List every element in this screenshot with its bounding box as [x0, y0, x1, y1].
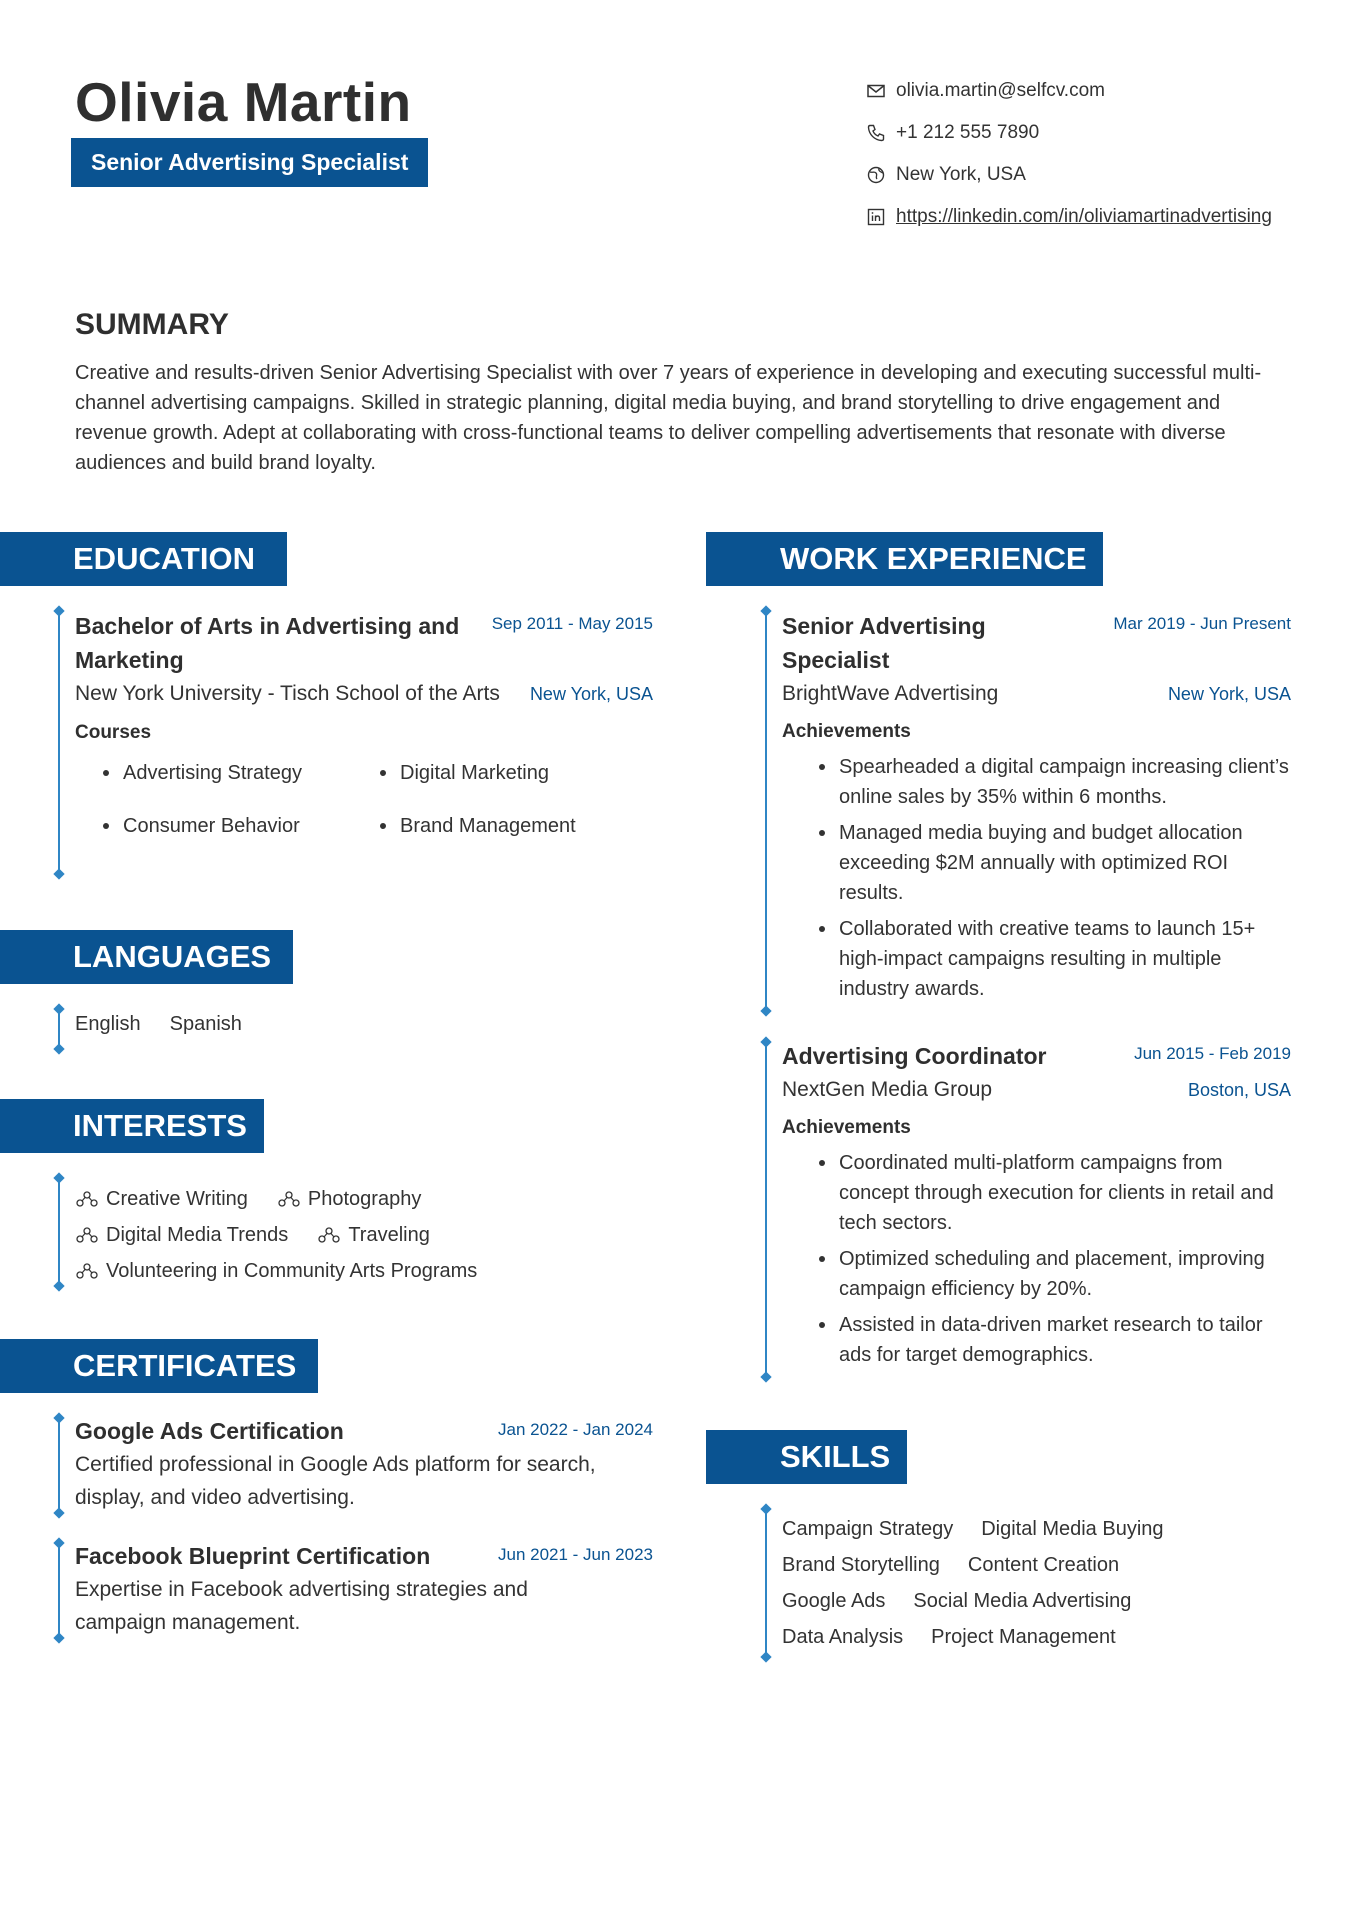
job-location: New York, USA — [1167, 684, 1291, 704]
course-item: Consumer Behavior — [95, 811, 372, 841]
job-company: BrightWave Advertising — [782, 682, 999, 705]
email-icon — [866, 81, 886, 101]
contact-linkedin — [866, 204, 1296, 230]
achievement-item: Assisted in data-driven market research to tailor ads for target demographics. — [811, 1310, 1291, 1370]
candidate-name: Olivia Martin — [75, 71, 412, 133]
courses-label: Courses — [75, 722, 152, 743]
skill-item: Brand Storytelling — [782, 1553, 940, 1576]
certificate-date: Jun 2021 - Jun 2023 — [497, 1545, 653, 1564]
interest-item — [76, 1260, 477, 1283]
certificate-desc: Certified professional in Google Ads platform for search, display, and video advertising. — [75, 1453, 596, 1509]
job-date: Mar 2019 - Jun Present — [1113, 614, 1291, 633]
location-text: New York, USA — [896, 164, 1026, 185]
course-item: Brand Management — [372, 811, 632, 841]
certificate-title: Google Ads Certification — [75, 1418, 344, 1444]
interest-icon — [278, 1191, 300, 1207]
certificate-desc: Expertise in Facebook advertising strategies and campaign management. — [75, 1578, 528, 1634]
globe-icon — [866, 165, 886, 185]
interest-item — [278, 1188, 421, 1211]
job-timeline — [765, 611, 767, 1011]
certificates-heading: CERTIFICATES — [0, 1339, 318, 1393]
achievements-list — [782, 1148, 1291, 1370]
job-entry — [782, 1039, 1291, 1370]
skill-item: Social Media Advertising — [913, 1589, 1132, 1612]
job-timeline — [765, 1042, 767, 1377]
certificate-timeline — [58, 1543, 60, 1638]
job-entry — [782, 609, 1291, 1004]
achievements-list — [782, 752, 1291, 1004]
interest-label: Digital Media Trends — [106, 1223, 289, 1246]
education-location: New York, USA — [529, 684, 653, 704]
skill-item: Google Ads — [782, 1589, 886, 1612]
achievement-item: Managed media buying and budget allocation exceeding $2M annually with optimized ROI results. — [811, 818, 1291, 908]
languages-list — [75, 1013, 242, 1036]
email-text: olivia.martin@selfcv.com — [896, 80, 1105, 101]
achievements-label: Achievements — [782, 721, 911, 742]
degree-title: Bachelor of Arts in Advertising and Marketing — [75, 613, 460, 673]
linkedin-link[interactable]: https://linkedin.com/in/oliviamartinadvertising — [896, 206, 1272, 227]
phone-text: +1 212 555 7890 — [896, 122, 1040, 143]
job-title: Advertising Coordinator — [782, 1043, 1047, 1069]
skills-list — [782, 1511, 1164, 1655]
skills-heading: SKILLS — [706, 1430, 907, 1484]
skill-item: Project Management — [931, 1625, 1116, 1648]
job-title-badge: Senior Advertising Specialist — [71, 138, 428, 187]
work-heading: WORK EXPERIENCE — [706, 532, 1103, 586]
language-item: English — [75, 1013, 141, 1035]
interests-list — [76, 1181, 507, 1289]
skill-item: Digital Media Buying — [981, 1517, 1164, 1540]
education-entry — [75, 609, 653, 841]
interest-icon — [76, 1227, 98, 1243]
contact-phone — [866, 120, 1296, 146]
language-item: Spanish — [169, 1013, 242, 1035]
interest-item — [318, 1224, 430, 1247]
contact-block — [866, 78, 1296, 246]
contact-location — [866, 162, 1296, 188]
interest-label: Creative Writing — [106, 1187, 248, 1210]
job-date: Jun 2015 - Feb 2019 — [1134, 1044, 1291, 1063]
course-item: Advertising Strategy — [95, 758, 372, 788]
interest-item — [76, 1188, 248, 1211]
linkedin-icon — [866, 207, 886, 227]
achievements-label: Achievements — [782, 1117, 911, 1138]
certificate-title: Facebook Blueprint Certification — [75, 1543, 431, 1569]
interest-icon — [76, 1263, 98, 1279]
school-name: New York University - Tisch School of the Arts — [75, 682, 500, 705]
job-title: Senior Advertising Specialist — [782, 613, 986, 673]
languages-heading: LANGUAGES — [0, 930, 293, 984]
contact-email — [866, 78, 1296, 104]
interest-icon — [76, 1191, 98, 1207]
certificate-entry — [75, 1414, 653, 1514]
achievement-item: Coordinated multi-platform campaigns from concept through execution for clients in retail and tech sectors. — [811, 1148, 1291, 1238]
interests-heading: INTERESTS — [0, 1099, 264, 1153]
skill-item: Data Analysis — [782, 1625, 904, 1648]
certificate-entry — [75, 1539, 653, 1639]
interest-label: Photography — [307, 1187, 422, 1210]
education-heading: EDUCATION — [0, 532, 287, 586]
interest-icon — [318, 1227, 340, 1243]
interests-timeline — [58, 1178, 60, 1286]
skill-item: Content Creation — [967, 1553, 1120, 1576]
achievement-item: Spearheaded a digital campaign increasing client’s online sales by 35% within 6 months. — [811, 752, 1291, 812]
education-date: Sep 2011 - May 2015 — [491, 614, 653, 633]
phone-icon — [866, 123, 886, 143]
languages-timeline — [58, 1009, 60, 1049]
education-timeline — [58, 611, 60, 874]
certificate-date: Jan 2022 - Jan 2024 — [497, 1420, 653, 1439]
summary-text: Creative and results-driven Senior Advertising Specialist with over 7 years of experience in developing and executing successful multi-channel advertising campaigns. Skilled in strategic planning, digital media buying, and brand storytelling to drive engagement and revenue growth. Adept at collaborating with cross-functional teams to deliver compelling advertisements that resonate with diverse audiences and build brand loyalty. — [75, 362, 1262, 474]
summary-heading: SUMMARY — [75, 308, 229, 341]
certificate-timeline — [58, 1418, 60, 1513]
achievement-item: Collaborated with creative teams to launch 15+ high-impact campaigns resulting in multiple industry awards. — [811, 914, 1291, 1004]
achievement-item: Optimized scheduling and placement, improving campaign efficiency by 20%. — [811, 1244, 1291, 1304]
skill-item: Campaign Strategy — [782, 1517, 954, 1540]
job-location: Boston, USA — [1187, 1080, 1291, 1100]
skills-timeline — [765, 1509, 767, 1657]
job-company: NextGen Media Group — [782, 1078, 993, 1101]
courses-list — [75, 758, 653, 841]
interest-label: Volunteering in Community Arts Programs — [106, 1259, 478, 1282]
interest-label: Traveling — [348, 1223, 430, 1246]
course-item: Digital Marketing — [372, 758, 632, 788]
interest-item — [76, 1224, 288, 1247]
